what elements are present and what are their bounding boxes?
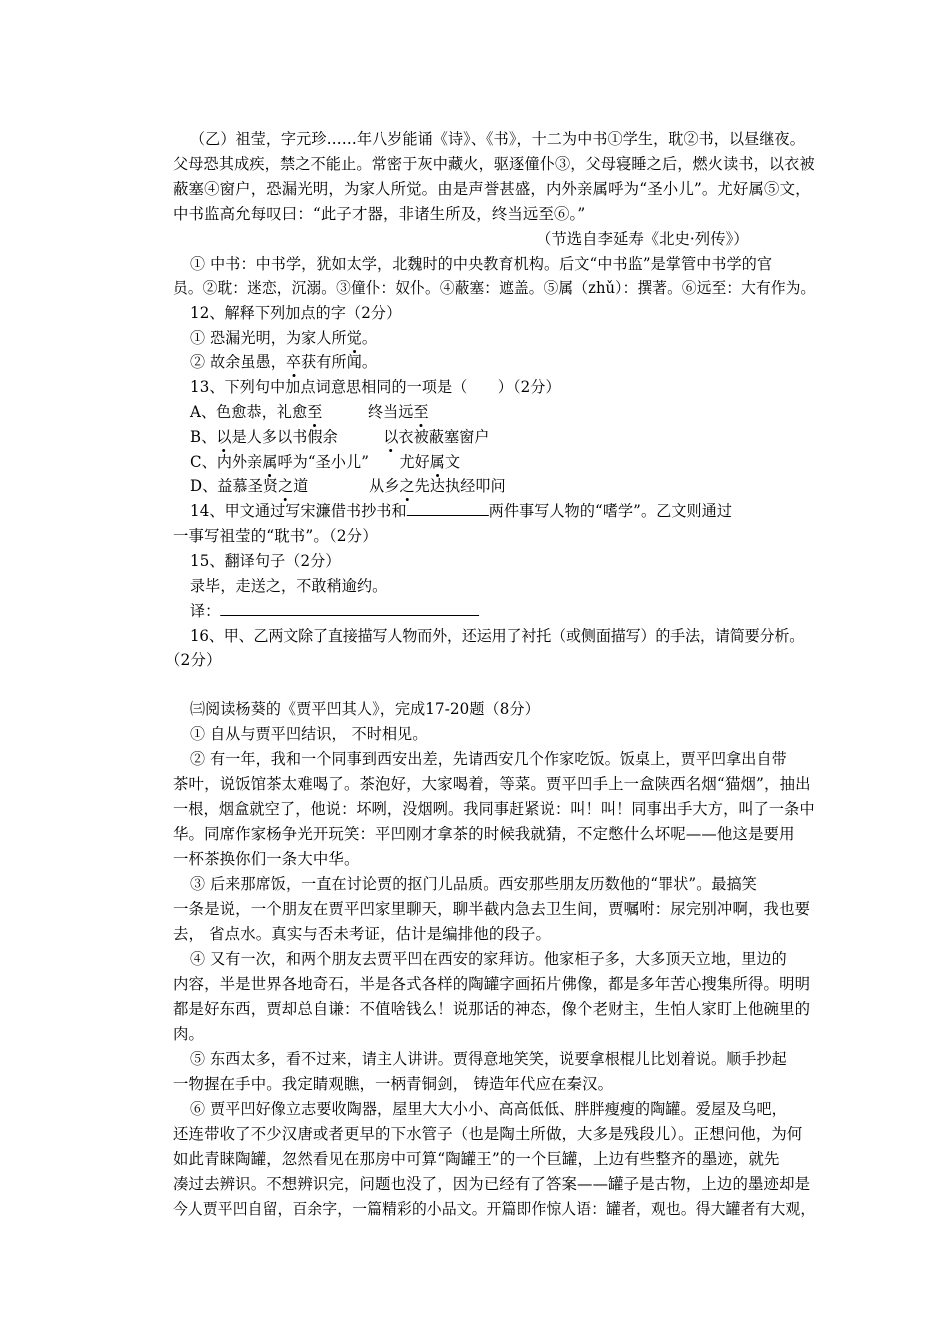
para-1: ① 自从与贾平凹结识， 不时相见。 <box>190 725 428 743</box>
q15-title: 15、翻译句子（2分） <box>190 552 341 570</box>
q13-title: 13、下列句中加点词意思相同的一项是（ ）（2分） <box>190 378 561 396</box>
para-3-line-3: 去， 省点水。真实与否未考证，估计是编排他的段子。 <box>173 925 552 943</box>
para-6-line-4: 凑过去辨识。不想辨识完，问题也没了，因为已经有了答案——罐子是古物，上边的墨迹却是 <box>173 1175 811 1193</box>
para-2-line-1: ② 有一年，我和一个同事到西安出差，先请西安几个作家吃饭。饭桌上，贾平凹拿出自带 <box>190 750 787 768</box>
para-6-line-3: 如此青睐陶罐，忽然看见在那房中可算“陶罐王”的一个巨罐，上边有些整齐的墨迹，就先 <box>173 1150 780 1168</box>
q16-line-2: （2分） <box>165 651 222 669</box>
para-2-line-3: 一根，烟盒就空了，他说：坏咧，没烟咧。我同事赶紧说：叫！叫！同事出手大方，叫了一条中 <box>173 800 815 818</box>
para-2-line-5: 一杯茶换你们一条大中华。 <box>173 850 360 868</box>
para-4-line-1: ④ 又有一次，和两个朋友去贾平凹在西安的家拜访。他家柜子多，大多顶天立地，里边的 <box>190 950 787 968</box>
dotted-char: 至 <box>307 400 322 424</box>
para-6-line-5: 今人贾平凹自留，百余字，一篇精彩的小品文。开篇即作惊人语：罐者，观也。得大罐者有大观， <box>173 1200 816 1218</box>
dotted-char: 属 <box>430 450 445 474</box>
dotted-char: 属 <box>262 450 277 474</box>
para-5-line-1: ⑤ 东西太多，看不过来，请主人讲讲。贾得意地笑笑，说要拿根棍儿比划着说。顺手抄起 <box>190 1050 787 1068</box>
para-3-line-2: 一条是说，一个朋友在贾平凹家里聊天，聊半截内急去卫生间，贾嘱咐：尿完别冲啊，我也要 <box>173 900 811 918</box>
para-3-line-1: ③ 后来那席饭，一直在讨论贾的抠门儿品质。西安那些朋友历数他的“罪状”。最搞笑 <box>190 875 757 893</box>
dotted-char: 以 <box>383 425 398 449</box>
footnote-line-2: 员。②耽：迷恋，沉溺。③僮仆：奴仆。④蔽塞：遮盖。⑤属（zhǔ）：撰著。⑥远至：大有作为。 <box>173 279 816 297</box>
q15-answer-line: 译： <box>190 599 815 623</box>
section-3-title: ㈢阅读杨葵的《贾平凹其人》，完成17-20题（8分） <box>190 700 540 718</box>
q14-answer-blank[interactable] <box>407 501 489 516</box>
q12-title: 12、解释下列加点的字（2分） <box>190 304 402 322</box>
q13-option-b: B、以是人多以书假余 以衣被蔽塞窗户 <box>190 425 815 449</box>
q13-option-d: D、益慕圣贤之道 从乡之先达执经叩问 <box>190 474 815 498</box>
q14-line-1: 14、甲文通过写宋濂借书抄书和 两件事写人物的“嗜学”。乙文则通过 <box>190 502 733 520</box>
para-2-line-2: 茶叶，说饭馆茶太难喝了。茶泡好，大家喝着，等菜。贾平凹手上一盒陕西名烟“猫烟”，抽出 <box>173 775 811 793</box>
passage-yi-line-3: 蔽塞④窗户，恐漏光明，为家人所觉。由是声誉甚盛，内外亲属呼为“圣小儿”。尤好属⑤文， <box>173 180 811 198</box>
passage-yi-line-2: 父母恐其成疾，禁之不能止。常密于灰中藏火，驱逐僮仆③，父母寝睡之后，燃火读书，以衣被 <box>173 155 815 173</box>
para-6-line-1: ⑥ 贾平凹好像立志要收陶器，屋里大大小小、高高低低、胖胖瘦瘦的陶罐。爱屋及乌吧， <box>190 1100 787 1118</box>
passage-yi-line-4: 中书监高允每叹曰：“此子才器，非诸生所及，终当远至⑥。” <box>173 205 586 223</box>
footnote-line-1: ① 中书：中书学，犹如太学，北魏时的中央教育机构。后文“中书监”是掌管中书学的官 <box>190 255 773 273</box>
para-4-line-4: 肉。 <box>173 1025 205 1043</box>
q15-answer-blank[interactable] <box>220 601 479 616</box>
q14-line-2: 一事写祖莹的“耽书”。（2分） <box>173 527 378 545</box>
q15-sentence: 录毕，走送之，不敢稍逾约。 <box>190 577 388 595</box>
para-4-line-2: 内容，半是世界各地奇石，半是各式各样的陶罐字画拓片佛像，都是多年苦心搜集所得。明明 <box>173 975 811 993</box>
para-5-line-2: 一物握在手中。我定睛观瞧，一柄青铜剑， 铸造年代应在秦汉。 <box>173 1075 614 1093</box>
dotted-char: 卒 <box>286 350 301 374</box>
passage-yi-line-1: （乙）祖莹，字元珍……年八岁能诵《诗》、《书》，十二为中书①学生，耽②书，以昼继夜。 <box>190 130 805 148</box>
para-6-line-2: 还连带收了不少汉唐或者更早的下水管子（也是陶土所做，大多是残段儿）。正想问他，为何 <box>173 1125 803 1143</box>
q13-option-c: C、内外亲属呼为“圣小儿” 尤好属文 <box>190 450 815 474</box>
passage-source: （节选自李延寿《北史·列传》） <box>536 230 749 248</box>
q13-option-a: A、色愈恭，礼愈至 终当远至 <box>190 400 815 424</box>
dotted-char: 之 <box>278 474 293 498</box>
dotted-char: 之 <box>400 474 415 498</box>
dotted-char: 以 <box>216 425 231 449</box>
q16-line-1: 16、甲、乙两文除了直接描写人物而外，还运用了衬托（或侧面描写）的手法，请简要分析。 <box>190 627 805 645</box>
q12-item-1: ① 恐漏光明，为家人所觉。 <box>190 326 815 350</box>
para-4-line-3: 都是好东西，贾却总自谦：不值啥钱么！说那话的神态，像个老财主，生怕人家盯上他碗里的 <box>173 1000 811 1018</box>
para-2-line-4: 华。同席作家杨争光开玩笑：平凹刚才拿茶的时候我就猜，不定憋什么坏呢——他这是要用 <box>173 825 795 843</box>
dotted-char: 觉 <box>347 326 362 350</box>
q12-item-2: ② 故余虽愚，卒获有所闻。 <box>190 350 815 374</box>
dotted-char: 至 <box>414 400 429 424</box>
